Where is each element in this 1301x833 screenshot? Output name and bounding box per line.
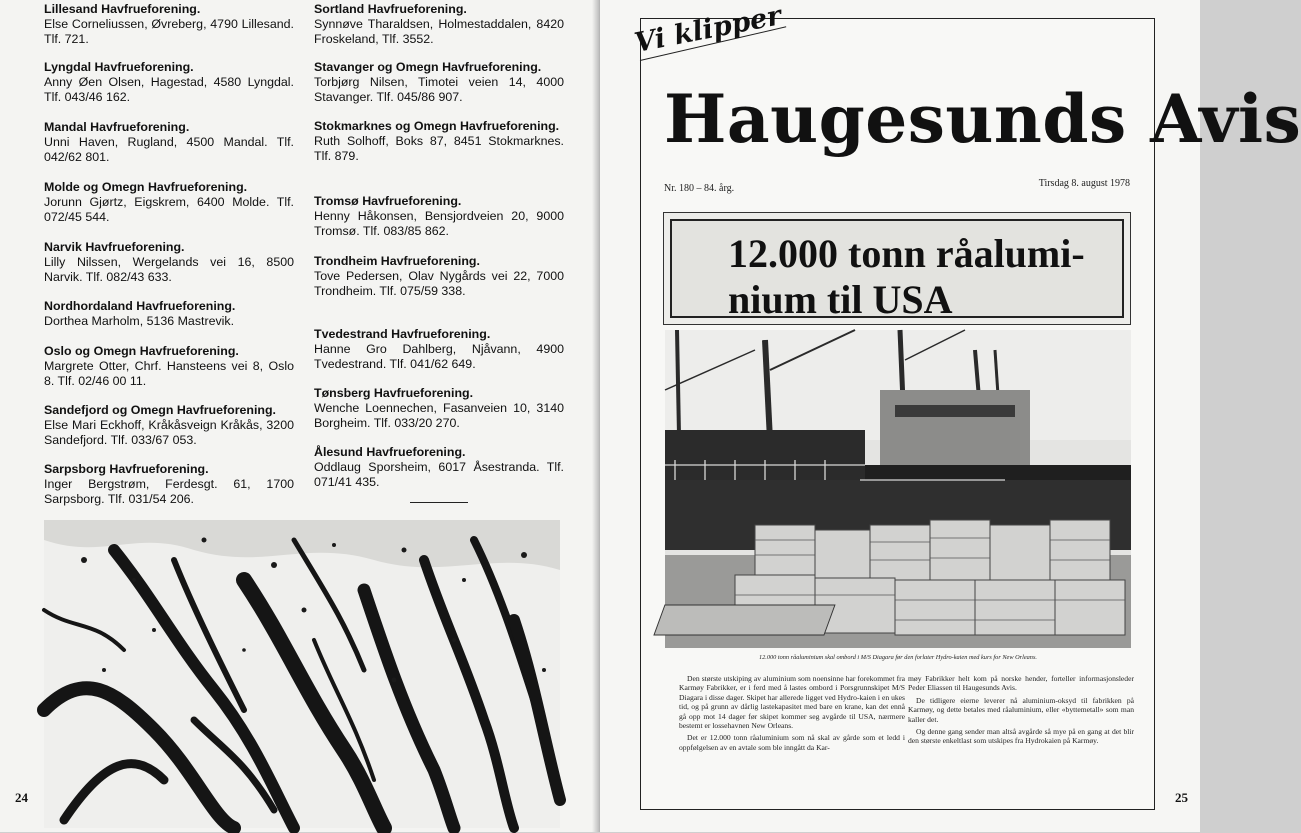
association-name: Sarpsborg Havfrueforening. — [44, 462, 209, 476]
association-name: Nordhordaland Havfrueforening. — [44, 299, 236, 313]
association-address: Else Corneliussen, Øvreberg, 4790 Lillesand. Tlf. 721. — [44, 17, 294, 46]
left-page — [0, 0, 600, 832]
association-name: Stokmarknes og Omegn Havfrueforening. — [314, 119, 560, 133]
article-column-1 — [679, 674, 905, 755]
association-name: Tvedestrand Havfrueforening. — [314, 327, 491, 341]
listing-entry — [314, 2, 564, 47]
newspaper-masthead: Haugesunds Avis — [664, 80, 1301, 158]
association-address: Inger Bergstrøm, Ferdesgt. 61, 1700 Sarpsborg. Tlf. 031/54 206. — [44, 477, 294, 506]
listing-entry — [314, 119, 564, 164]
article-column-2 — [908, 674, 1134, 749]
association-name: Molde og Omegn Havfrueforening. — [44, 180, 248, 194]
page-number-right: 25 — [1175, 790, 1188, 805]
association-name: Tromsø Havfrueforening. — [314, 194, 462, 208]
listing-entry — [314, 60, 564, 105]
article-paragraph: Det er 12.000 tonn råaluminium som nå skal av gårde som et ledd i oppfølgelsen av en avtale som ble inngått da Kar- — [679, 733, 905, 752]
association-address: Hanne Gro Dahlberg, Njåvann, 4900 Tvedestrand. Tlf. 041/62 649. — [314, 342, 564, 371]
issue-date: Tirsdag 8. august 1978 — [1038, 178, 1130, 189]
association-address: Jorunn Gjørtz, Eigskrem, 6400 Molde. Tlf. 072/45 544. — [44, 195, 294, 224]
page-number-left: 24 — [15, 790, 28, 805]
association-name: Tønsberg Havfrueforening. — [314, 386, 474, 400]
listing-entry — [314, 194, 564, 239]
association-address: Else Mari Eckhoff, Kråkåsveign Kråkås, 3200 Sandefjord. Tlf. 033/67 053. — [44, 418, 294, 447]
listing-entry — [44, 180, 294, 225]
association-name: Oslo og Omegn Havfrueforening. — [44, 344, 239, 358]
photo-caption: 12.000 tonn råaluminium skal ombord i M/S Diagara før den forlater Hydro-kaien med kurs for New Orleans. — [759, 654, 1037, 661]
association-name: Mandal Havfrueforening. — [44, 120, 190, 134]
listing-entry — [44, 403, 294, 448]
kicker-text: Vi klipper — [632, 0, 784, 59]
association-name: Stavanger og Omegn Havfrueforening. — [314, 60, 542, 74]
association-name: Sandefjord og Omegn Havfrueforening. — [44, 403, 276, 417]
association-address: Ruth Solhoff, Boks 87, 8451 Stokmarknes. Tlf. 879. — [314, 134, 564, 163]
listing-entry — [44, 120, 294, 165]
listing-entry — [44, 2, 294, 47]
article-paragraph: De tidligere eierne leverer nå aluminium-oksyd til fabrikken på Karmøy, og dette betales med råaluminium, eller «byttemetall» som man kaller det. — [908, 695, 1134, 724]
listing-entry — [44, 60, 294, 105]
listing-entry — [314, 445, 564, 490]
listing-entry — [44, 240, 294, 285]
association-address: Oddlaug Sporsheim, 6017 Åsestranda. Tlf. 071/41 435. — [314, 460, 564, 489]
association-name: Lillesand Havfrueforening. — [44, 2, 201, 16]
association-name: Trondheim Havfrueforening. — [314, 254, 480, 268]
listing-entry — [44, 462, 294, 507]
association-address: Unni Haven, Rugland, 4500 Mandal. Tlf. 042/62 801. — [44, 135, 294, 164]
article-paragraph: møy Fabrikker helt kom på norske hender, forteller informasjonsleder Peder Eliassen til Haugesunds Avis. — [908, 674, 1134, 693]
association-name: Lyngdal Havfrueforening. — [44, 60, 194, 74]
article-paragraph: Og denne gang sender man altså avgårde så mye på en gang at det blir den største enkeltlast som utskipes fra Hydrokaien på Karmøy. — [908, 727, 1134, 746]
listing-entry — [44, 344, 294, 389]
association-address: Tove Pedersen, Olav Nygårds vei 22, 7000 Trondheim. Tlf. 075/59 338. — [314, 269, 564, 298]
listing-entry — [314, 327, 564, 372]
association-name: Sortland Havfrueforening. — [314, 2, 467, 16]
association-address: Synnøve Tharaldsen, Holmestaddalen, 8420 Froskeland, Tlf. 3552. — [314, 17, 564, 46]
section-divider — [410, 502, 468, 503]
association-name: Ålesund Havfrueforening. — [314, 445, 466, 459]
article-paragraph: Den største utskiping av aluminium som noensinne har forekommet fra Karmøy Fabrikker, er i ferd med å lastes ombord i Porsgrunnskipet M/S Diagara i disse dager. Skipet har allerede ligget ved Hydro-kaien i en ukes tid, og på grunn av dårlig lastekapasitet med bare en krane, kan det ennå gå opp mot 14 dager før skipet kommer seg avgårde til USA, nærmere bestemt er lossehavnen New Orleans. — [679, 674, 905, 731]
ship-photo — [665, 330, 1131, 648]
issue-number: Nr. 180 – 84. årg. — [664, 183, 735, 194]
association-address: Dorthea Marholm, 5136 Mastrevik. — [44, 314, 235, 328]
headline-line-1: 12.000 tonn råalumi- — [728, 231, 1085, 276]
association-address: Henny Håkonsen, Bensjordveien 20, 9000 Tromsø. Tlf. 083/85 862. — [314, 209, 564, 238]
association-address: Anny Øen Olsen, Hagestad, 4580 Lyngdal. Tlf. 043/46 162. — [44, 75, 294, 104]
wave-photo — [44, 520, 560, 828]
headline-box — [663, 212, 1131, 325]
association-address: Wenche Loennechen, Fasanveien 10, 3140 Borgheim. Tlf. 033/20 270. — [314, 401, 564, 430]
listing-entry — [314, 254, 564, 299]
association-address: Margrete Otter, Chrf. Hansteens vei 8, Oslo 8. Tlf. 02/46 00 11. — [44, 359, 294, 388]
listing-entry — [314, 386, 564, 431]
listing-entry — [44, 299, 294, 329]
headline-frame — [670, 219, 1124, 322]
association-address: Torbjørg Nilsen, Timotei veien 14, 4000 Stavanger. Tlf. 045/86 907. — [314, 75, 564, 104]
association-address: Lilly Nilssen, Wergelands vei 16, 8500 Narvik. Tlf. 082/43 633. — [44, 255, 294, 284]
headline-line-2: nium til USA — [728, 277, 953, 322]
association-name: Narvik Havfrueforening. — [44, 240, 185, 254]
